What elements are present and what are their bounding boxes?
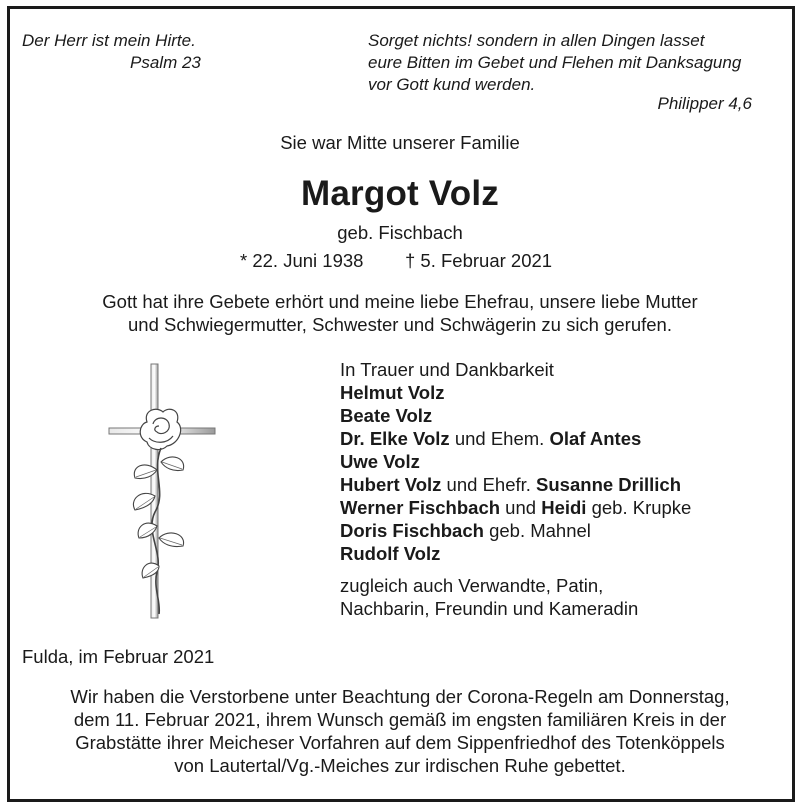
mourner-relation: und <box>500 497 542 518</box>
message-line1: Gott hat ihre Gebete erhört und meine liebe Ehefrau, unsere liebe Mutter <box>102 291 698 312</box>
mourner-line <box>340 473 691 496</box>
closing-line4: von Lautertal/Vg.-Meiches zur irdischen Ruhe gebettet. <box>174 755 626 776</box>
mourner-line <box>340 381 691 404</box>
mourner-line <box>340 404 691 427</box>
mourner-name: Beate Volz <box>340 405 433 426</box>
verse-right-line2: eure Bitten im Gebet und Flehen mit Danksagung <box>368 53 742 72</box>
mourner-line <box>340 450 691 473</box>
mourners-also-line1: zugleich auch Verwandte, Patin, <box>340 575 604 596</box>
maiden-name: geb. Fischbach <box>337 222 463 243</box>
mourner-line <box>340 496 691 519</box>
mourner-relation: und Ehefr. <box>441 474 537 495</box>
verse-left-reference: Psalm 23 <box>130 53 201 72</box>
closing-paragraph <box>0 685 800 777</box>
mourner-line <box>340 542 691 565</box>
closing-line1: Wir haben die Verstorbene unter Beachtung der Corona-Regeln am Donnerstag, <box>70 686 730 707</box>
verse-right-reference: Philipper 4,6 <box>657 94 752 113</box>
mourner-line <box>340 519 691 542</box>
closing-line3: Grabstätte ihrer Meicheser Vorfahren auf dem Sippenfriedhof des Totenköppels <box>75 732 725 753</box>
birth-date: * 22. Juni 1938 <box>240 250 364 271</box>
verse-right-line1: Sorget nichts! sondern in allen Dingen lasset <box>368 31 705 50</box>
intro-line: Sie war Mitte unserer Familie <box>280 132 520 153</box>
mourner-relation: und Ehem. <box>449 428 550 449</box>
mourner-maiden: geb. Krupke <box>586 497 692 518</box>
closing-line2: dem 11. Februar 2021, ihrem Wunsch gemäß im engsten familiären Kreis in der <box>73 709 727 730</box>
mourner-name: Olaf Antes <box>549 428 642 449</box>
verse-left-text: Der Herr ist mein Hirte. <box>22 31 196 50</box>
verse-right-line3: vor Gott kund werden. <box>368 75 536 94</box>
mourner-name: Helmut Volz <box>340 382 445 403</box>
mourner-name: Werner Fischbach <box>340 497 501 518</box>
death-date: † 5. Februar 2021 <box>405 250 553 271</box>
mourner-name: Rudolf Volz <box>340 543 441 564</box>
message-line2: und Schwiegermutter, Schwester und Schwägerin zu sich gerufen. <box>128 314 672 335</box>
spacer <box>340 565 691 574</box>
mourner-name: Hubert Volz <box>340 474 442 495</box>
mourner-name: Heidi <box>541 497 587 518</box>
mourner-line <box>340 427 691 450</box>
mourners-list <box>340 358 691 620</box>
mourners-also-line2: Nachbarin, Freundin und Kameradin <box>340 598 639 619</box>
mourner-name: Dr. Elke Volz <box>340 428 450 449</box>
mourner-maiden: geb. Mahnel <box>483 520 591 541</box>
mourner-name: Susanne Drillich <box>536 474 682 495</box>
cross-with-rose-icon <box>105 362 220 622</box>
mourners-heading: In Trauer und Dankbarkeit <box>340 359 554 380</box>
mourner-name: Doris Fischbach <box>340 520 484 541</box>
place-date: Fulda, im Februar 2021 <box>22 646 215 667</box>
mourner-name: Uwe Volz <box>340 451 420 472</box>
deceased-name: Margot Volz <box>301 174 499 213</box>
